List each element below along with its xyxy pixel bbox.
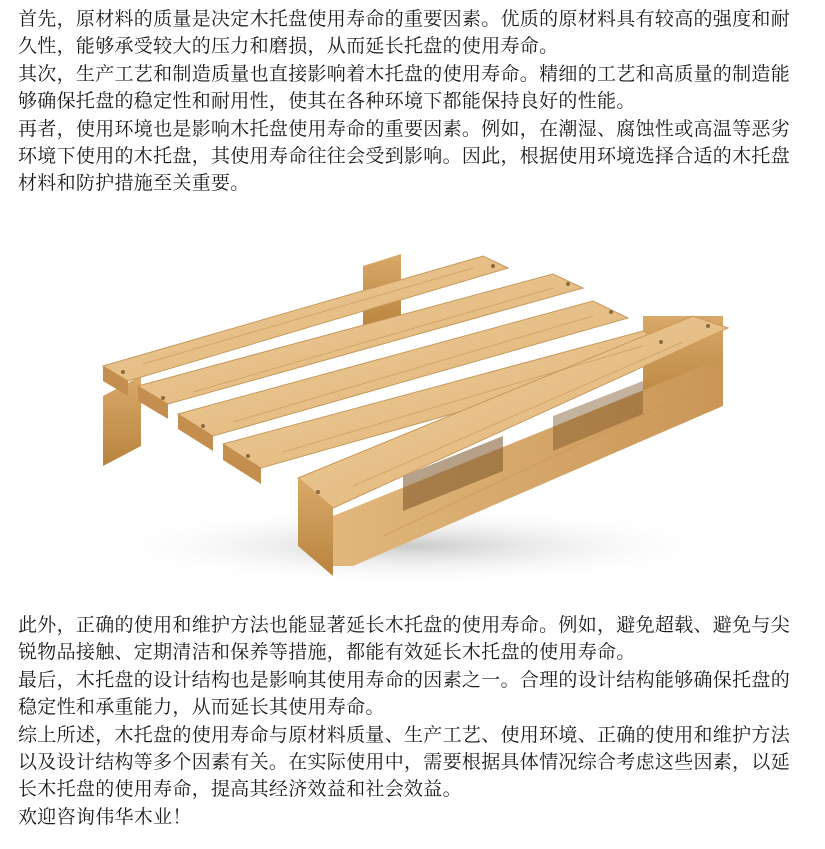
paragraph-maintenance: 此外，正确的使用和维护方法也能显著延长木托盘的使用寿命。例如，避免超载、避免与尖锐物品接触、定期清洁和保养等措施，都能有效延长木托盘的使用寿命。 [18, 614, 791, 664]
wooden-pallet-image [83, 246, 733, 596]
article-bottom [18, 612, 808, 831]
paragraph-materials: 首先，原材料的质量是决定木托盘使用寿命的重要因素。优质的原材料具有较高的强度和耐久性，能够承受较大的压力和磨损，从而延长托盘的使用寿命。 [18, 8, 791, 58]
paragraph-summary: 综上所述，木托盘的使用寿命与原材料质量、生产工艺、使用环境、正确的使用和维护方法以及设计结构等多个因素有关。在实际使用中，需要根据具体情况综合考虑这些因素，以延长木托盘的使用寿命，提高其经济效益和社会效益。 [18, 723, 791, 801]
paragraph-welcome: 欢迎咨询伟华木业！ [18, 805, 192, 828]
paragraph-craft: 其次，生产工艺和制造质量也直接影响着木托盘的使用寿命。精细的工艺和高质量的制造能够确保托盘的稳定性和耐用性，使其在各种环境下都能保持良好的性能。 [18, 62, 791, 113]
article-top [18, 6, 808, 198]
paragraph-environment: 再者，使用环境也是影响木托盘使用寿命的重要因素。例如，在潮湿、腐蚀性或高温等恶劣环境下使用的木托盘，其使用寿命往往会受到影响。因此，根据使用环境选择合适的木托盘材料和防护措施至关重要。 [18, 117, 791, 195]
paragraph-design: 最后，木托盘的设计结构也是影响其使用寿命的因素之一。合理的设计结构能够确保托盘的稳定性和承重能力，从而延长其使用寿命。 [18, 668, 791, 719]
